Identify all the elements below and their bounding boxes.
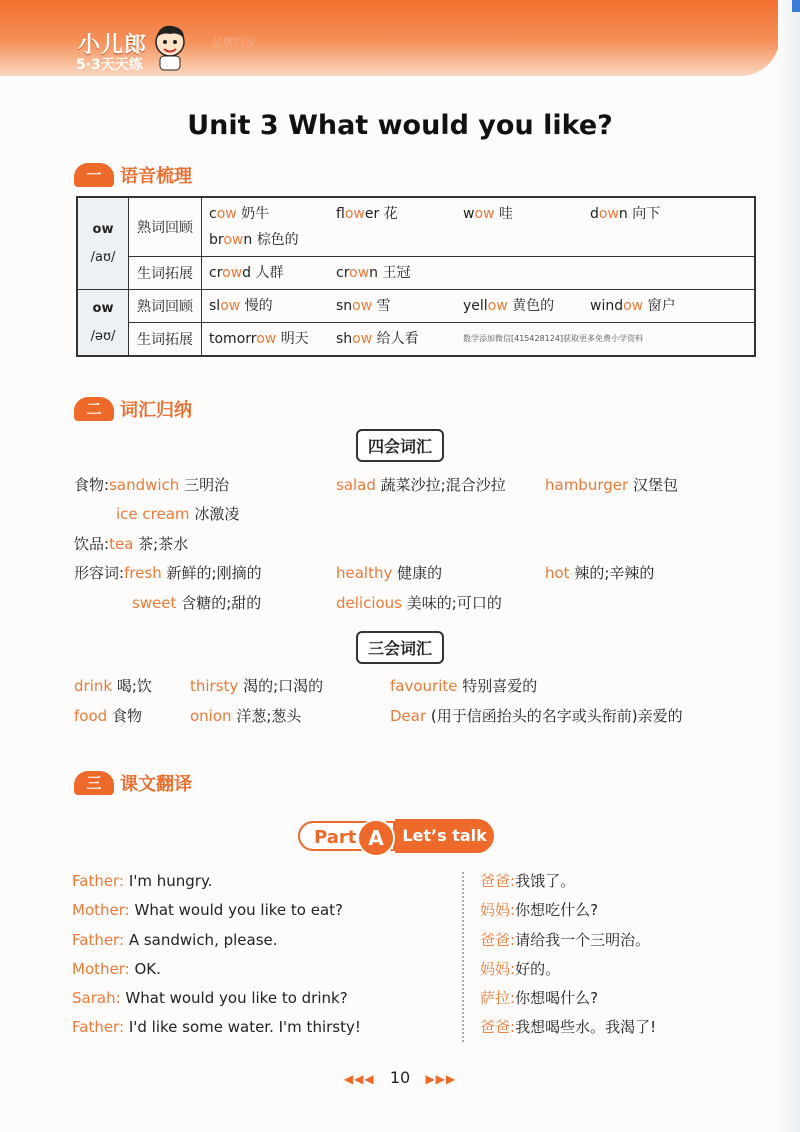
meaning: 蔬菜沙拉;混合沙拉 xyxy=(380,476,506,494)
word: healthy xyxy=(336,564,393,582)
part-a-banner xyxy=(298,819,494,853)
vocab-hot xyxy=(545,562,654,584)
category-new: 生词拓展 xyxy=(129,257,202,290)
vocab-delicious xyxy=(336,592,502,614)
dialog-chinese xyxy=(480,870,656,1046)
promo-note: 数学添加微信[415428124]获取更多免费小学资料 xyxy=(463,334,644,343)
section-heading-translation xyxy=(74,770,192,796)
dialog-english xyxy=(72,870,361,1046)
vocab-dear xyxy=(390,705,683,727)
letters: ow xyxy=(92,221,114,237)
left-arrows-icon: ◀◀◀ xyxy=(343,1072,375,1086)
vocab-onion xyxy=(190,705,301,727)
phonics-word: tomorrow 明天 xyxy=(209,331,309,347)
vocab-food xyxy=(74,705,142,727)
vocab-sweet xyxy=(132,592,261,614)
page-title: Unit 3 What would you like? xyxy=(187,110,613,141)
vocab-favourite xyxy=(390,675,537,697)
brand-logo: 小儿郎 xyxy=(78,33,148,58)
sound-cell-ou xyxy=(77,290,129,357)
word-list xyxy=(203,324,753,354)
phonics-word: yellow 黄色的 xyxy=(463,298,555,314)
meaning: 三明治 xyxy=(184,476,230,494)
section-title: 词汇归纳 xyxy=(120,400,192,421)
word: drink xyxy=(74,677,113,695)
vocab-drink xyxy=(74,675,152,697)
dialog-line: 爸爸:请给我一个三明治。 xyxy=(480,930,651,949)
vocab-adj-line xyxy=(74,562,262,584)
meaning: 新鲜的;刚摘的 xyxy=(166,564,262,582)
phonics-word: flower 花 xyxy=(336,206,398,222)
letters: ow xyxy=(92,300,114,316)
vocab-icecream xyxy=(116,503,239,525)
header-faint-text: 品牌同步 xyxy=(212,36,256,49)
label: 食物: xyxy=(74,476,110,494)
phonics-word: brown 棕色的 xyxy=(209,232,299,248)
dialog-line: Mother: What would you like to eat? xyxy=(72,901,343,920)
phonics-word: wow 哇 xyxy=(463,206,513,222)
word: sweet xyxy=(132,594,177,612)
part-label xyxy=(298,821,395,851)
dialog-line: Father: I'm hungry. xyxy=(72,872,213,890)
meaning: 食物 xyxy=(111,707,142,725)
vocab-salad xyxy=(336,474,506,496)
phonics-word: snow 雪 xyxy=(336,298,391,314)
category-new: 生词拓展 xyxy=(129,323,202,357)
word: delicious xyxy=(336,594,402,612)
sound-cell-au xyxy=(77,197,129,290)
meaning: 汉堡包 xyxy=(632,476,678,494)
brand-series: 5·3天天练 xyxy=(76,57,143,73)
word-list xyxy=(203,199,753,255)
phonics-table xyxy=(76,196,756,357)
word: onion xyxy=(190,707,232,725)
part-letter-badge: A xyxy=(357,819,395,857)
section-title: 语音梳理 xyxy=(120,166,192,187)
ipa: /aʊ/ xyxy=(90,249,116,265)
word: sandwich xyxy=(109,476,180,494)
meaning: 美味的;可口的 xyxy=(406,594,502,612)
four-skill-tag: 四会词汇 xyxy=(356,429,444,462)
word-list xyxy=(203,291,753,321)
dialog-line: 爸爸:我饿了。 xyxy=(480,872,576,890)
vocab-thirsty xyxy=(190,675,323,697)
meaning: 健康的 xyxy=(397,564,443,582)
word: tea xyxy=(109,535,134,553)
dialog-line: Mother: OK. xyxy=(72,959,161,978)
meaning: 辣的;辛辣的 xyxy=(574,564,655,582)
part-word: Part xyxy=(314,827,357,848)
right-arrows-icon: ▶▶▶ xyxy=(425,1072,457,1086)
word: salad xyxy=(336,476,376,494)
phonics-word: crowd 人群 xyxy=(209,265,284,281)
part-title: Let’s talk xyxy=(395,819,494,853)
section-number-badge: 三 xyxy=(74,771,114,795)
mascot-boy-icon xyxy=(150,22,190,72)
three-skill-tag: 三会词汇 xyxy=(356,631,444,664)
section-heading-vocab xyxy=(74,396,192,422)
page-footer xyxy=(0,1068,800,1087)
vocab-healthy xyxy=(336,562,442,584)
word: food xyxy=(74,707,108,725)
dialog-line: 妈妈:好的。 xyxy=(480,959,561,978)
phonics-word: show 给人看 xyxy=(336,331,419,347)
phonics-word: cow 奶牛 xyxy=(209,206,270,222)
word: Dear xyxy=(390,707,427,725)
meaning: 渴的;口渴的 xyxy=(243,677,324,695)
vocab-food-line xyxy=(74,474,229,496)
category-known: 熟词回顾 xyxy=(129,290,202,323)
phonics-word: down 向下 xyxy=(590,206,661,222)
word-list xyxy=(203,258,753,288)
dialog-line: Sarah: What would you like to drink? xyxy=(72,989,348,1008)
three-skill-tag-wrap xyxy=(0,631,800,664)
page-number: 10 xyxy=(389,1068,411,1087)
four-skill-tag-wrap xyxy=(0,429,800,462)
phonics-word: window 窗户 xyxy=(590,298,676,314)
category-known: 熟词回顾 xyxy=(129,197,202,257)
meaning: 含糖的;甜的 xyxy=(181,594,262,612)
section-number-badge: 二 xyxy=(74,397,114,421)
section-number-badge: 一 xyxy=(74,163,114,187)
phonics-word: slow 慢的 xyxy=(209,298,273,314)
meaning: 茶;茶水 xyxy=(138,535,189,553)
meaning: 洋葱;葱头 xyxy=(236,707,302,725)
dialog-line: 萨拉:你想喝什么? xyxy=(480,989,599,1008)
word: favourite xyxy=(390,677,458,695)
label: 形容词: xyxy=(74,564,125,582)
vocab-drink-line xyxy=(74,533,188,555)
vocab-hamburger xyxy=(545,474,678,496)
word: hamburger xyxy=(545,476,629,494)
dialog-line: 妈妈:你想吃什么? xyxy=(480,901,599,920)
meaning: (用于信函抬头的名字或头衔前)亲爱的 xyxy=(430,707,683,725)
dialog-line: Father: I'd like some water. I'm thirsty! xyxy=(72,1018,361,1037)
phonics-word: crown 王冠 xyxy=(336,265,411,281)
section-title: 课文翻译 xyxy=(120,774,192,795)
dialog-divider xyxy=(462,872,464,1042)
meaning: 喝;饮 xyxy=(116,677,152,695)
dialog-line: Father: A sandwich, please. xyxy=(72,930,278,949)
meaning: 冰激凌 xyxy=(194,505,240,523)
corner-mark xyxy=(792,0,800,12)
word: ice cream xyxy=(116,505,190,523)
label: 饮品: xyxy=(74,535,110,553)
page-edge xyxy=(778,0,800,1132)
section-heading-phonics xyxy=(74,162,192,188)
dialog-line: 爸爸:我想喝些水。我渴了! xyxy=(480,1018,657,1037)
word: hot xyxy=(545,564,570,582)
word: thirsty xyxy=(190,677,239,695)
ipa: /əʊ/ xyxy=(90,328,116,344)
meaning: 特别喜爱的 xyxy=(462,677,538,695)
word: fresh xyxy=(124,564,162,582)
